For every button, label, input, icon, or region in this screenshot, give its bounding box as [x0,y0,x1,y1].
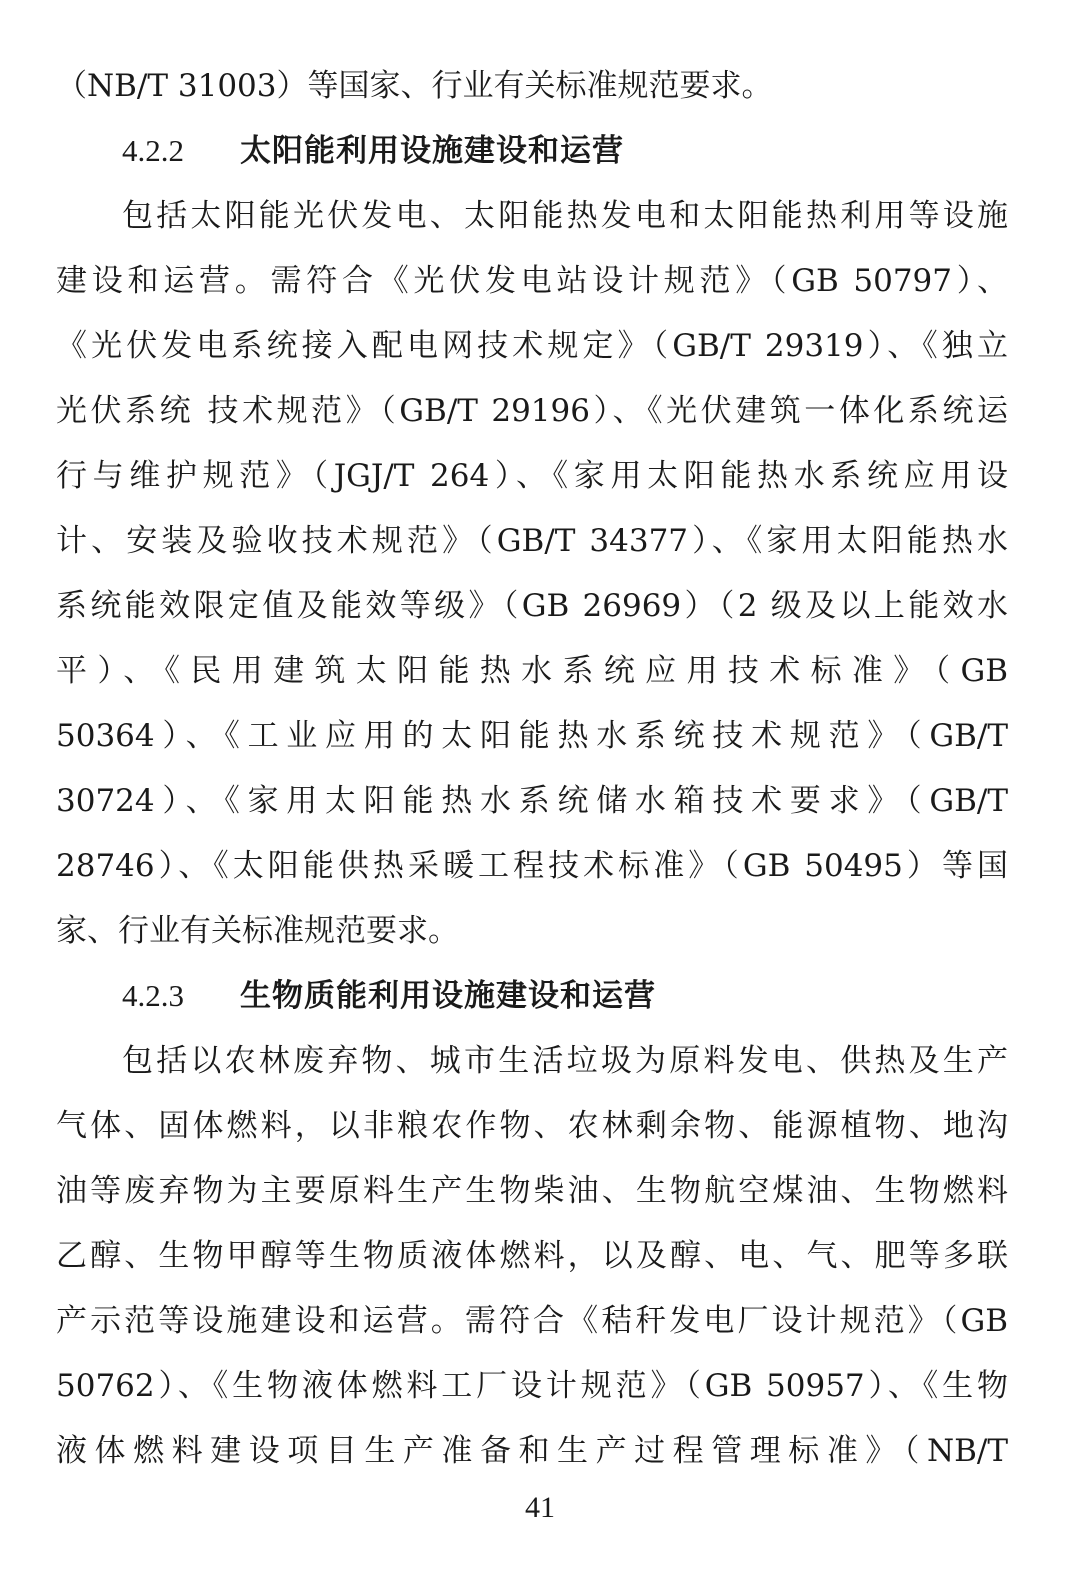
paragraph-line: 光伏系统 技术规范》（GB/T 29196）、《光伏建筑一体化系统运 [56,393,1008,429]
paragraph-line: 气体、固体燃料，以非粮农作物、农林剩余物、能源植物、地沟 [56,1108,1008,1144]
paragraph-line: 产示范等设施建设和运营。需符合《秸秆发电厂设计规范》（GB [56,1303,1008,1339]
paragraph-line: 乙醇、生物甲醇等生物质液体燃料，以及醇、电、气、肥等多联 [56,1238,1008,1274]
paragraph-line: 计、安装及验收技术规范》（GB/T 34377）、《家用太阳能热水 [56,523,1008,559]
page-number: 41 [525,1491,555,1524]
paragraph-line: 30724）、《家用太阳能热水系统储水箱技术要求》（GB/T [56,783,1008,819]
paragraph-line: 油等废弃物为主要原料生产生物柴油、生物航空煤油、生物燃料 [56,1173,1008,1209]
paragraph-line: 包括太阳能光伏发电、太阳能热发电和太阳能热利用等设施 [122,198,1008,234]
paragraph-line: 系统能效限定值及能效等级》（GB 26969）（2 级及以上能效水 [56,588,1008,624]
paragraph-line: 50364）、《工业应用的太阳能热水系统技术规范》（GB/T [56,718,1008,754]
section-title: 生物质能利用设施建设和运营 [240,978,656,1014]
paragraph-line: 平）、《民用建筑太阳能热水系统应用技术标准》（GB [56,653,1008,689]
paragraph-line: 建设和运营。需符合《光伏发电站设计规范》（GB 50797）、 [56,263,1008,299]
paragraph-line: 行与维护规范》（JGJ/T 264）、《家用太阳能热水系统应用设 [56,458,1008,494]
section-heading-4-2-3 [122,976,656,1016]
section-title: 太阳能利用设施建设和运营 [240,133,624,169]
section-number: 4.2.2 [122,133,184,168]
paragraph-line: 液体燃料建设项目生产准备和生产过程管理标准》（NB/T [56,1433,1008,1469]
section-number: 4.2.3 [122,978,184,1013]
text-line: （NB/T 31003）等国家、行业有关标准规范要求。 [56,68,773,104]
paragraph-line: 50762）、《生物液体燃料工厂设计规范》（GB 50957）、《生物 [56,1368,1008,1404]
section-heading-4-2-2 [122,131,624,171]
paragraph-line: 《光伏发电系统接入配电网技术规定》（GB/T 29319）、《独立 [56,328,1008,364]
paragraph-line: 包括以农林废弃物、城市生活垃圾为原料发电、供热及生产 [122,1043,1008,1079]
paragraph-line: 28746）、《太阳能供热采暖工程技术标准》（GB 50495）等国 [56,848,1008,884]
paragraph-line: 家、行业有关标准规范要求。 [56,913,459,949]
